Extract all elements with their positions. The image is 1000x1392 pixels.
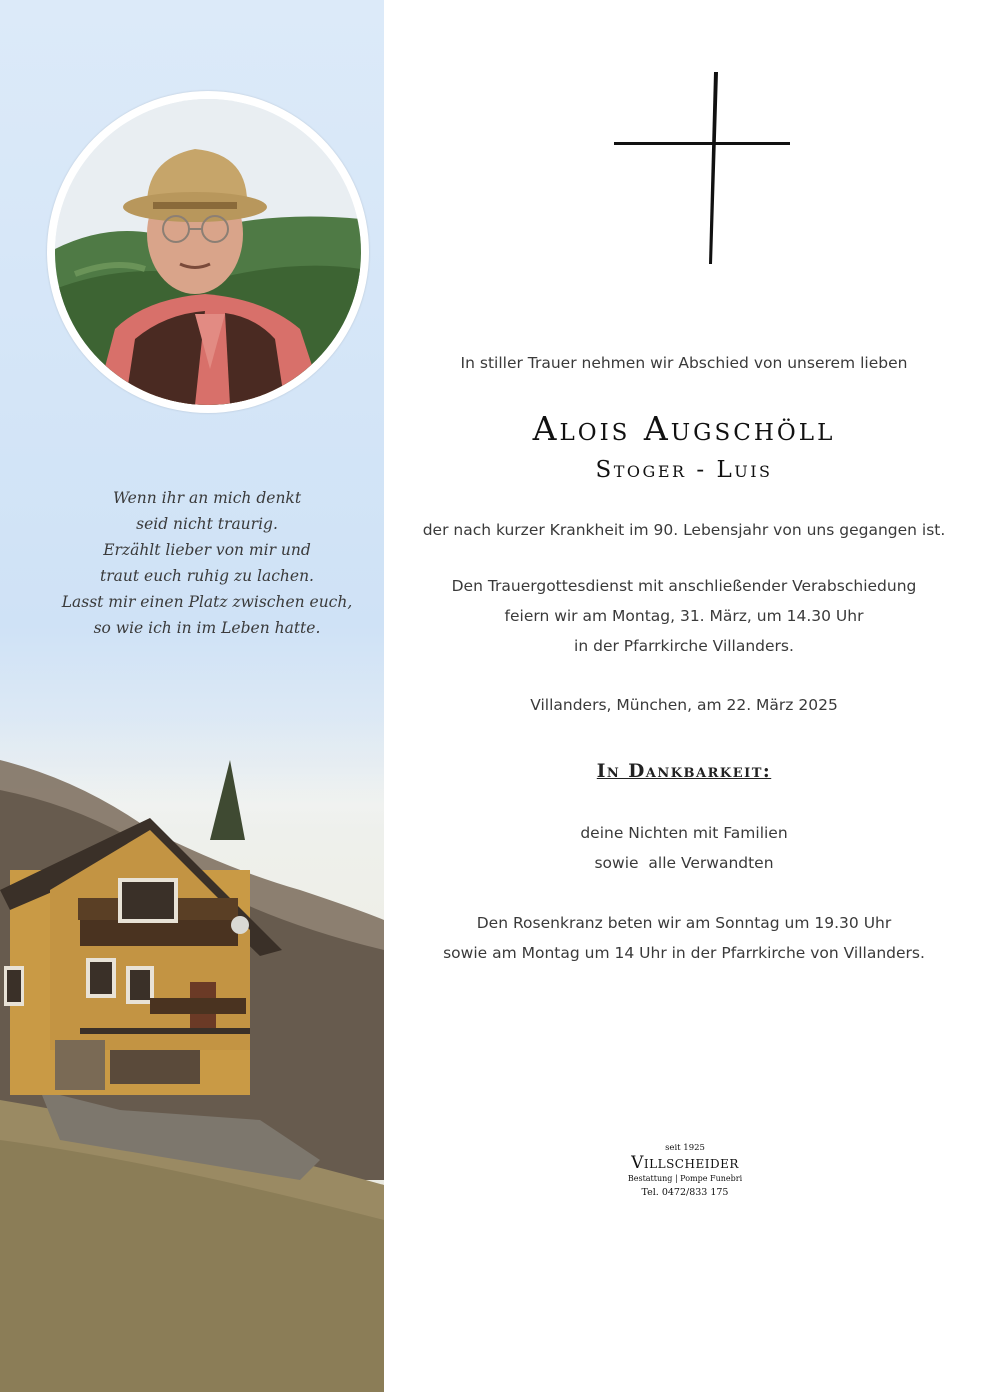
rosary-line: Den Rosenkranz beten wir am Sonntag um 19.30 Uhr bbox=[476, 914, 892, 932]
poem-line: seid nicht traurig. bbox=[136, 515, 278, 533]
mourner-line: sowie alle Verwandten bbox=[594, 854, 774, 872]
portrait-photo bbox=[55, 99, 361, 405]
funeral-home-logo bbox=[610, 1143, 760, 1201]
intro-line: In stiller Trauer nehmen wir Abschied von unserem lieben bbox=[460, 354, 908, 372]
poem-line: traut euch ruhig zu lachen. bbox=[100, 567, 314, 585]
portrait-illustration bbox=[55, 99, 361, 405]
portrait-frame bbox=[47, 91, 369, 413]
mourners-list bbox=[384, 818, 984, 878]
service-line: Den Trauergottesdienst mit anschließender Verabschiedung bbox=[451, 577, 917, 595]
logo-subtitle: Bestattung | Pompe Funebri bbox=[627, 1174, 743, 1183]
poem-line: Wenn ihr an mich denkt bbox=[112, 489, 302, 507]
memorial-poem bbox=[30, 485, 384, 641]
left-panel bbox=[0, 0, 384, 1392]
poem-line: Erzählt lieber von mir und bbox=[103, 541, 311, 559]
poem-line: Lasst mir einen Platz zwischen euch, bbox=[61, 593, 353, 611]
logo-brand: Villscheider bbox=[631, 1153, 739, 1173]
mourner-line: deine Nichten mit Familien bbox=[580, 824, 788, 842]
service-details bbox=[384, 571, 984, 661]
rosary-line: sowie am Montag um 14 Uhr in der Pfarrkirche von Villanders. bbox=[443, 944, 925, 962]
service-line: feiern wir am Montag, 31. März, um 14.30 Uhr bbox=[504, 607, 864, 625]
deceased-name: Alois Augschöll bbox=[532, 409, 836, 448]
poem-line: so wie ich in im Leben hatte. bbox=[93, 619, 321, 637]
place-date: Villanders, München, am 22. März 2025 bbox=[530, 696, 838, 714]
service-line: in der Pfarrkirche Villanders. bbox=[574, 637, 794, 655]
logo-since: seit 1925 bbox=[665, 1143, 705, 1153]
logo-phone: Tel. 0472/833 175 bbox=[641, 1187, 729, 1198]
gratitude-heading: In Dankbarkeit: bbox=[596, 761, 772, 782]
right-panel bbox=[384, 0, 1000, 1392]
passing-line: der nach kurzer Krankheit im 90. Lebensjahr von uns gegangen ist. bbox=[422, 521, 946, 539]
farmhouse-landscape-photo bbox=[0, 720, 384, 1392]
rosary-details bbox=[384, 908, 984, 968]
deceased-nickname: Stoger - Luis bbox=[595, 457, 773, 483]
cross-icon bbox=[614, 70, 794, 270]
